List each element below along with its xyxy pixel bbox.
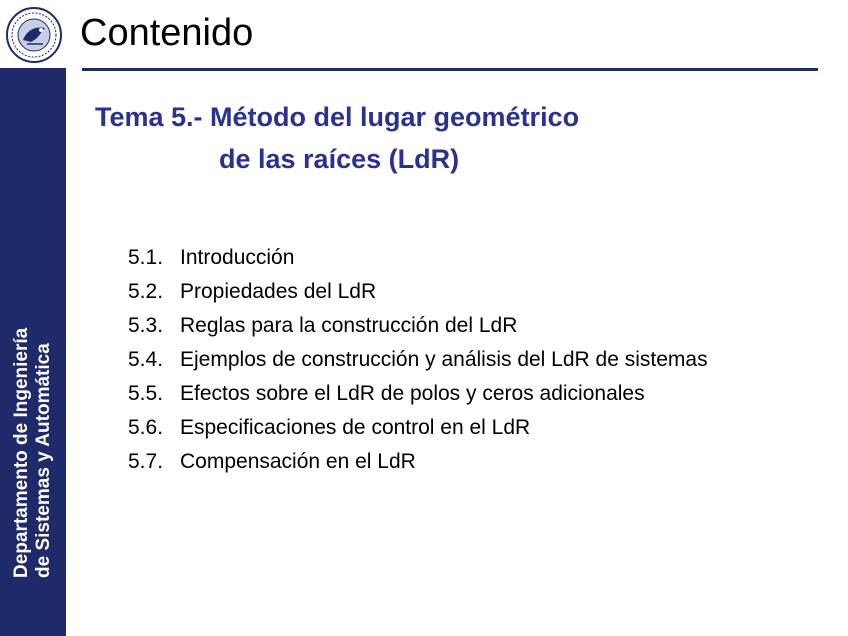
- toc-item-text: Reglas para la construcción del LdR: [180, 314, 518, 337]
- topic-title-line2: de las raíces (LdR): [219, 144, 460, 174]
- page-title: Contenido: [80, 12, 254, 54]
- topic-title-line1: Tema 5.- Método del lugar geométrico: [95, 102, 580, 132]
- department-name-line1: Departamento de Ingeniería: [11, 327, 32, 578]
- department-sidebar: [0, 68, 66, 636]
- toc-item: [128, 445, 708, 479]
- toc-item-text: Especificaciones de control en el LdR: [180, 416, 531, 439]
- toc-item-number: 5.3.: [128, 314, 164, 337]
- toc-item-text: Efectos sobre el LdR de polos y ceros adicionales: [180, 382, 645, 405]
- toc-item-text: Ejemplos de construcción y análisis del LdR de sistemas: [180, 348, 708, 371]
- topic-title: [95, 96, 579, 180]
- toc-item-number: 5.2.: [128, 280, 164, 303]
- toc-item-number: 5.4.: [128, 348, 164, 371]
- table-of-contents: [128, 241, 708, 479]
- toc-item: [128, 241, 708, 275]
- toc-item: [128, 343, 708, 377]
- toc-item-text: Propiedades del LdR: [180, 280, 377, 303]
- toc-item-number: 5.5.: [128, 382, 164, 405]
- toc-item: [128, 275, 708, 309]
- toc-item-number: 5.6.: [128, 416, 164, 439]
- university-seal-icon: [5, 6, 63, 64]
- department-name-line2: de Sistemas y Automática: [33, 343, 54, 578]
- toc-item-number: 5.7.: [128, 450, 164, 473]
- toc-item: [128, 377, 708, 411]
- toc-item-text: Compensación en el LdR: [180, 450, 416, 473]
- toc-item-text: Introducción: [180, 246, 295, 269]
- toc-item-number: 5.1.: [128, 246, 164, 269]
- toc-item: [128, 309, 708, 343]
- toc-item: [128, 411, 708, 445]
- title-divider: [82, 68, 818, 71]
- department-name: [11, 328, 55, 578]
